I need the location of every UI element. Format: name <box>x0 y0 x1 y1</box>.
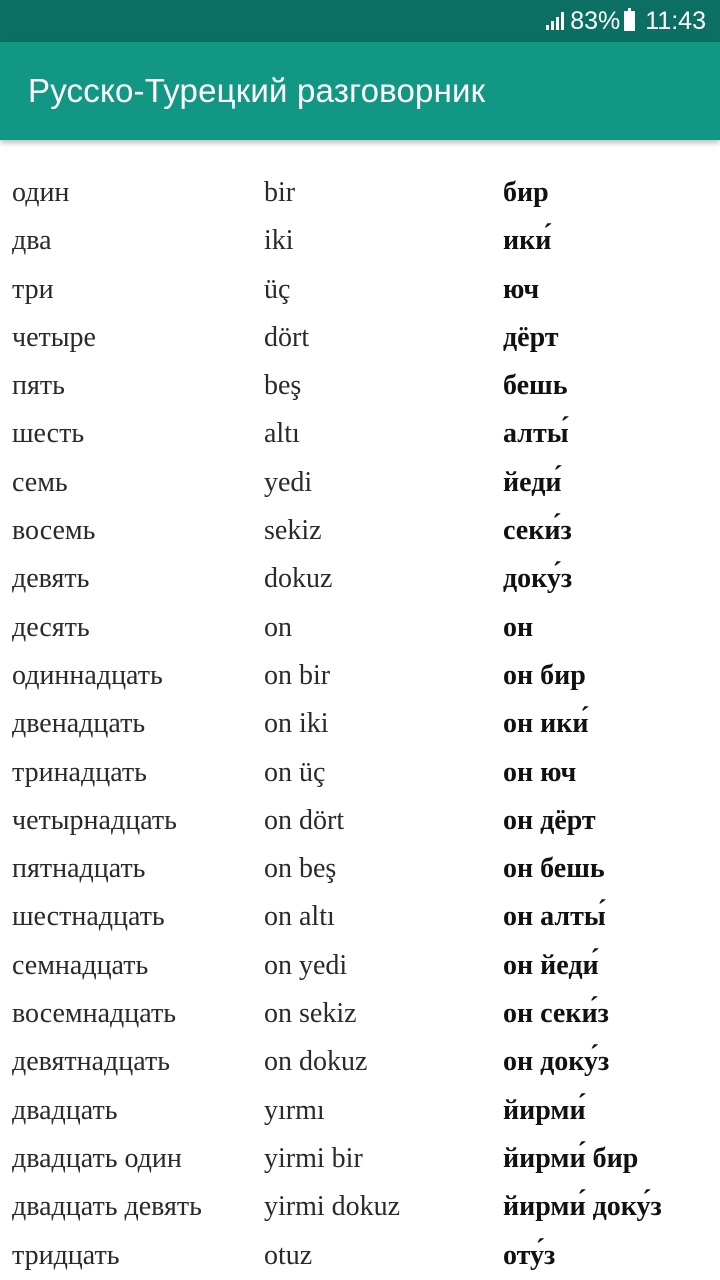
turkish-word: on üç <box>264 756 326 788</box>
turkish-word: bir <box>264 177 296 208</box>
pronunciation: он алты́ <box>503 901 606 933</box>
phrase-row[interactable] <box>0 653 720 701</box>
status-bar <box>0 0 720 42</box>
russian-word: пять <box>12 370 65 402</box>
phrase-row[interactable] <box>0 315 720 363</box>
signal-icon <box>546 12 564 30</box>
turkish-word: on yedi <box>264 949 348 981</box>
battery-percent: 83% <box>570 6 621 35</box>
turkish-word: yirmi bir <box>264 1142 363 1174</box>
phrase-row[interactable] <box>0 701 720 749</box>
turkish-word: üç <box>264 273 291 305</box>
pronunciation: доку́з <box>503 563 573 595</box>
russian-word: два <box>12 225 52 257</box>
phrase-row[interactable] <box>0 605 720 653</box>
turkish-word: on iki <box>264 708 329 740</box>
turkish-word: dokuz <box>264 563 333 595</box>
app-title: Русско-Турецкий разговорник <box>28 72 486 109</box>
turkish-word: otuz <box>264 1239 313 1271</box>
turkish-word: on beş <box>264 853 337 885</box>
phrase-row[interactable] <box>0 460 720 508</box>
russian-word: десять <box>12 611 90 643</box>
pronunciation: он бешь <box>503 853 605 885</box>
pronunciation: ики́ <box>503 225 552 257</box>
russian-word: двадцать один <box>12 1142 182 1174</box>
phrase-row[interactable] <box>0 798 720 846</box>
russian-word: четырнадцать <box>12 804 177 836</box>
turkish-word: sekiz <box>264 515 322 547</box>
russian-word: восемь <box>12 515 96 547</box>
russian-word: девятнадцать <box>12 1046 170 1078</box>
phrase-row[interactable] <box>0 508 720 556</box>
phrase-row[interactable] <box>0 556 720 604</box>
pronunciation: он секи́з <box>503 998 609 1030</box>
pronunciation: юч <box>503 273 540 305</box>
turkish-word: on bir <box>264 659 331 691</box>
pronunciation: йеди́ <box>503 466 562 498</box>
phrase-row[interactable] <box>0 1184 720 1232</box>
turkish-word: yirmi dokuz <box>264 1191 401 1223</box>
phrase-row[interactable] <box>0 170 720 218</box>
pronunciation: йирми́ бир <box>503 1142 639 1174</box>
russian-word: три <box>12 273 54 305</box>
phrase-row[interactable] <box>0 943 720 991</box>
pronunciation: он <box>503 611 534 643</box>
turkish-word: on <box>264 611 292 643</box>
battery-icon <box>624 11 635 31</box>
pronunciation: йирми́ доку́з <box>503 1191 662 1223</box>
pronunciation: он дёрт <box>503 804 596 836</box>
turkish-word: yedi <box>264 466 313 498</box>
phrase-row[interactable] <box>0 991 720 1039</box>
turkish-word: on altı <box>264 901 335 933</box>
phrase-row[interactable] <box>0 1233 720 1280</box>
pronunciation: йирми́ <box>503 1094 586 1126</box>
turkish-word: on dokuz <box>264 1046 368 1078</box>
russian-word: двадцать <box>12 1094 118 1126</box>
phrase-row[interactable] <box>0 1088 720 1136</box>
russian-word: тридцать <box>12 1239 120 1271</box>
phrase-row[interactable] <box>0 363 720 411</box>
pronunciation: он йеди́ <box>503 949 599 981</box>
russian-word: один <box>12 177 70 208</box>
turkish-word: on dört <box>264 804 345 836</box>
phrase-row[interactable] <box>0 411 720 459</box>
russian-word: девять <box>12 563 90 595</box>
pronunciation: он доку́з <box>503 1046 610 1078</box>
russian-word: одиннадцать <box>12 659 163 691</box>
russian-word: шесть <box>12 418 85 450</box>
phrase-row[interactable] <box>0 267 720 315</box>
pronunciation: он юч <box>503 756 577 788</box>
turkish-word: altı <box>264 418 300 450</box>
turkish-word: dört <box>264 321 310 353</box>
turkish-word: on sekiz <box>264 998 357 1030</box>
russian-word: двадцать девять <box>12 1191 202 1223</box>
pronunciation: оту́з <box>503 1239 556 1271</box>
russian-word: восемнадцать <box>12 998 176 1030</box>
turkish-word: beş <box>264 370 302 402</box>
app-bar <box>0 42 720 140</box>
russian-word: двенадцать <box>12 708 146 740</box>
turkish-word: iki <box>264 225 294 257</box>
pronunciation: бир <box>503 177 549 208</box>
russian-word: пятнадцать <box>12 853 146 885</box>
russian-word: семь <box>12 466 68 498</box>
pronunciation: дёрт <box>503 321 559 353</box>
russian-word: четыре <box>12 321 96 353</box>
pronunciation: алты́ <box>503 418 569 450</box>
russian-word: семнадцать <box>12 949 149 981</box>
pronunciation: он бир <box>503 659 586 691</box>
pronunciation: секи́з <box>503 515 572 547</box>
russian-word: тринадцать <box>12 756 147 788</box>
phrase-row[interactable] <box>0 894 720 942</box>
clock: 11:43 <box>645 6 706 35</box>
russian-word: шестнадцать <box>12 901 165 933</box>
phrase-row[interactable] <box>0 750 720 798</box>
pronunciation: бешь <box>503 370 568 402</box>
phrase-row[interactable] <box>0 1136 720 1184</box>
phrase-row[interactable] <box>0 218 720 266</box>
phrase-row[interactable] <box>0 1039 720 1087</box>
phrase-row[interactable] <box>0 846 720 894</box>
phrase-list[interactable] <box>0 170 720 1280</box>
turkish-word: yırmı <box>264 1094 325 1126</box>
pronunciation: он ики́ <box>503 708 589 740</box>
